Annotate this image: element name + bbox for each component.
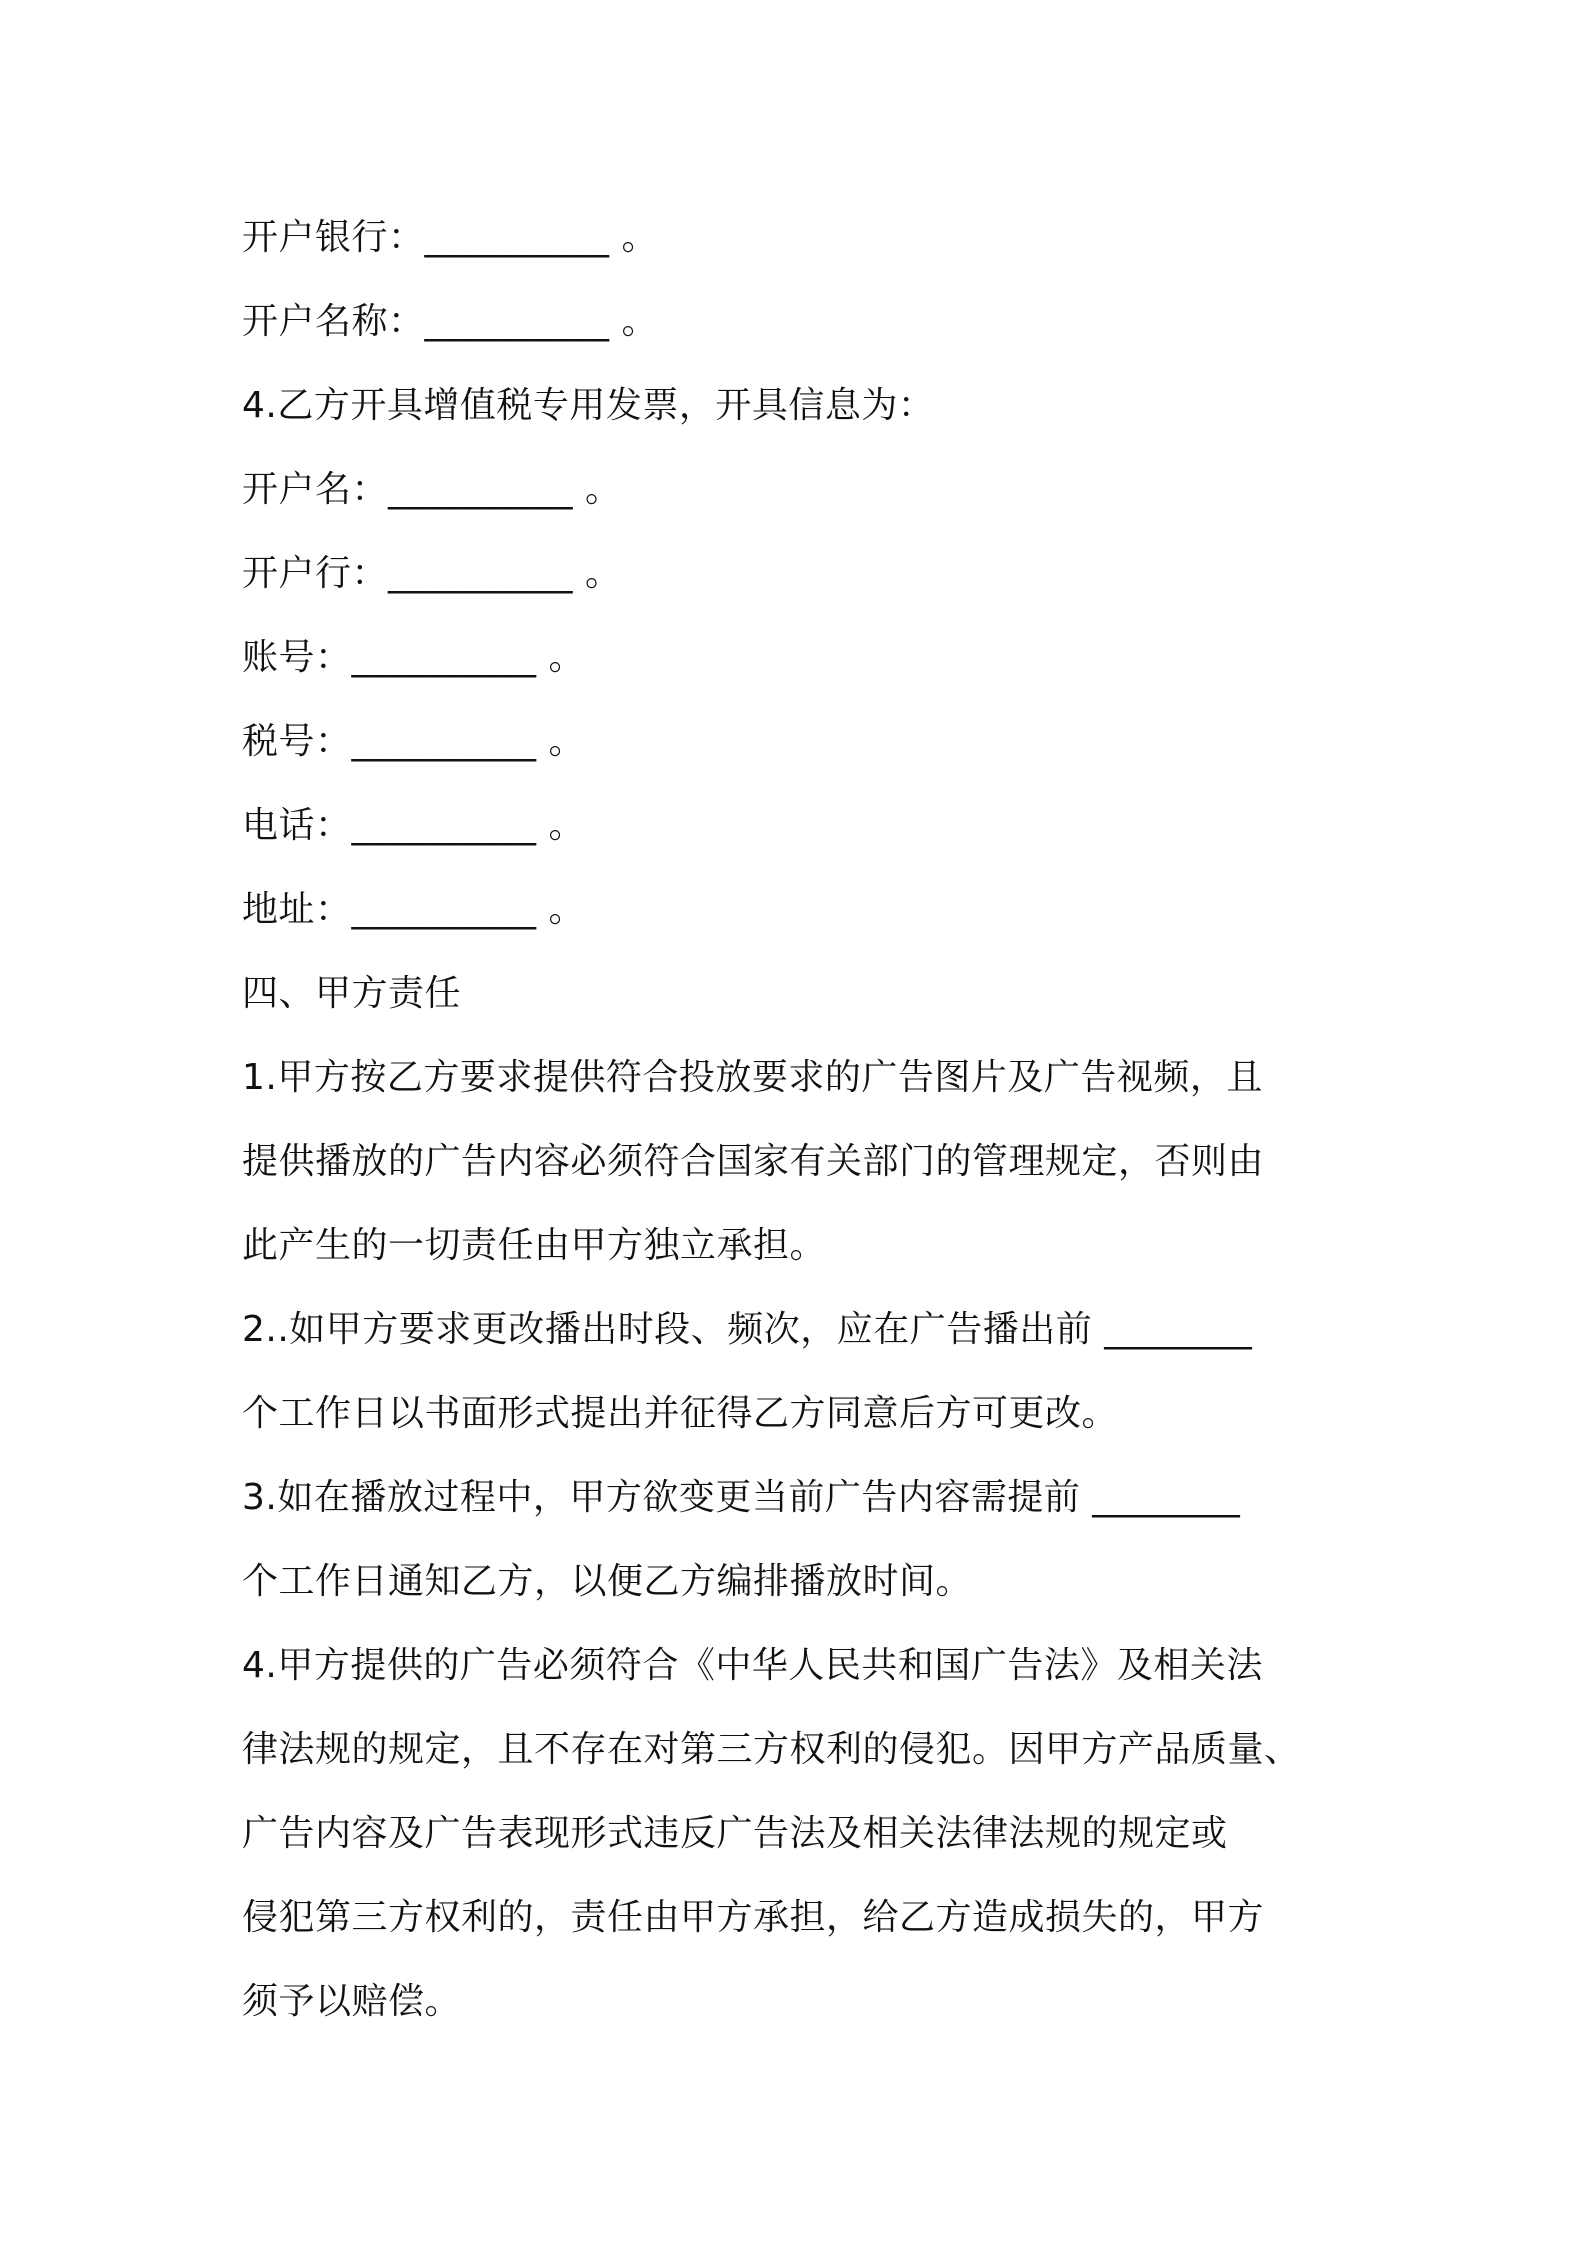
- clause-line: 须予以赔偿。: [242, 1981, 462, 2022]
- clause-line: 广告内容及广告表现形式违反广告法及相关法律法规的规定或: [242, 1813, 1228, 1854]
- clause-line: 1.甲方按乙方要求提供符合投放要求的广告图片及广告视频，且: [242, 1057, 1263, 1098]
- clause-line: 律法规的规定，且不存在对第三方权利的侵犯。因甲方产品质量、: [242, 1729, 1301, 1770]
- clause-line: 个工作日以书面形式提出并征得乙方同意后方可更改。: [242, 1393, 1119, 1434]
- clause-line: 侵犯第三方权利的，责任由甲方承担，给乙方造成损失的，甲方: [242, 1897, 1265, 1938]
- bank-line: 开户银行：__________ 。: [242, 217, 658, 258]
- invoice-account-number: 账号：__________ 。: [242, 637, 585, 678]
- clause-3: [242, 1456, 1354, 1624]
- invoice-tax-number: 税号：__________ 。: [242, 721, 585, 762]
- clause-1: [242, 1036, 1354, 1288]
- clause-line: 2..如甲方要求更改播出时段、频次，应在广告播出前 ________: [242, 1309, 1253, 1350]
- invoice-address: 地址：__________ 。: [242, 889, 585, 930]
- invoice-account-name: 开户名：__________ 。: [242, 469, 622, 510]
- invoice-phone: 电话：__________ 。: [242, 805, 585, 846]
- invoice-bank: 开户行：__________ 。: [242, 553, 622, 594]
- section-title: 四、甲方责任: [242, 973, 462, 1014]
- clause-2: [242, 1288, 1354, 1456]
- clause-line: 3.如在播放过程中，甲方欲变更当前广告内容需提前 ________: [242, 1477, 1241, 1518]
- clause-line: 个工作日通知乙方，以便乙方编排播放时间。: [242, 1561, 973, 1602]
- account-name-line: 开户名称：__________ 。: [242, 301, 658, 342]
- document-body: [242, 196, 1354, 2044]
- clause-4: [242, 1624, 1354, 2044]
- clause-line: 4.甲方提供的广告必须符合《中华人民共和国广告法》及相关法: [242, 1645, 1263, 1686]
- invoice-intro: 4.乙方开具增值税专用发票，开具信息为：: [242, 385, 935, 426]
- clause-line: 提供播放的广告内容必须符合国家有关部门的管理规定，否则由: [242, 1141, 1265, 1182]
- clause-line: 此产生的一切责任由甲方独立承担。: [242, 1225, 827, 1266]
